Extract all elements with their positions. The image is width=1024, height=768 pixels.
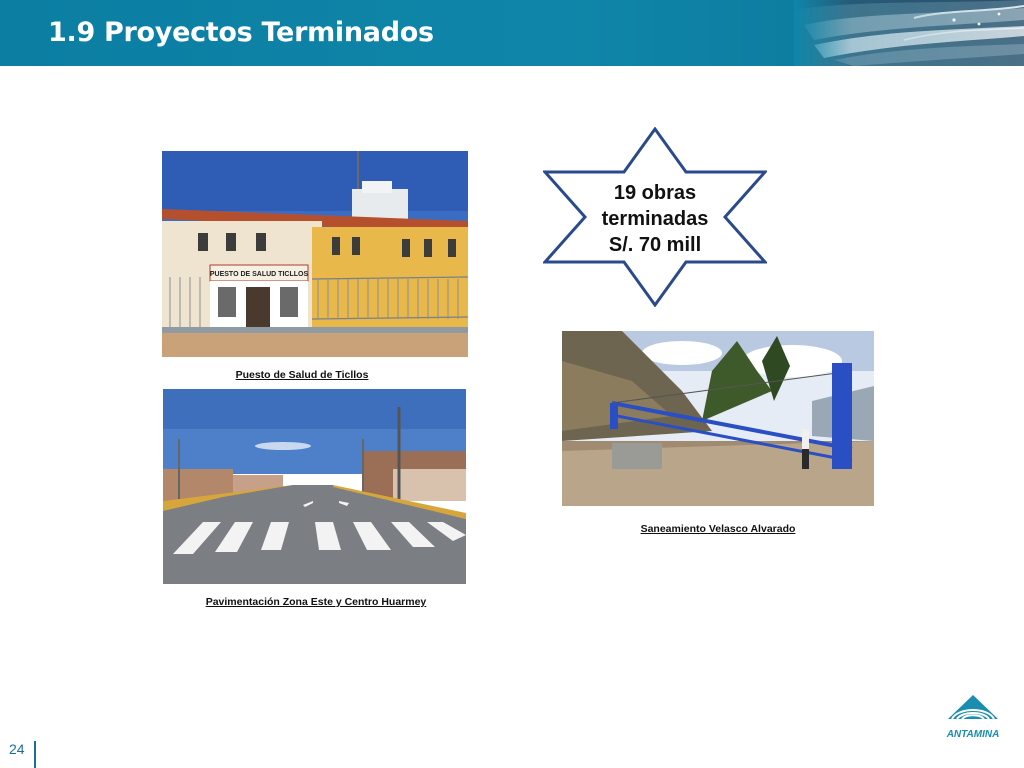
photo-health-post [162, 151, 468, 357]
highlight-line-3: S/. 70 mill [608, 234, 702, 256]
highlight-star [543, 127, 767, 307]
title-bar [0, 0, 1024, 66]
highlight-line-1: 19 obras [613, 182, 697, 204]
health-post-sign: PUESTO DE SALUD TICLLOS [209, 271, 309, 278]
caption-paved-road: Pavimentación Zona Este y Centro Huarmey [205, 596, 427, 608]
logo-wordmark: ANTAMINA [946, 729, 1000, 740]
photo-paved-road [163, 389, 466, 584]
caption-health-post: Puesto de Salud de Ticllos [235, 369, 369, 381]
antamina-logo [944, 693, 1002, 741]
footer-divider [34, 741, 36, 768]
header-mine-image [794, 0, 1024, 66]
highlight-text [543, 180, 767, 258]
photo-bridge [562, 331, 874, 506]
caption-bridge: Saneamiento Velasco Alvarado [640, 523, 796, 535]
slide-title: 1.9 Proyectos Terminados [48, 17, 434, 48]
highlight-line-2: terminadas [601, 208, 709, 230]
page-number: 24 [9, 741, 25, 757]
